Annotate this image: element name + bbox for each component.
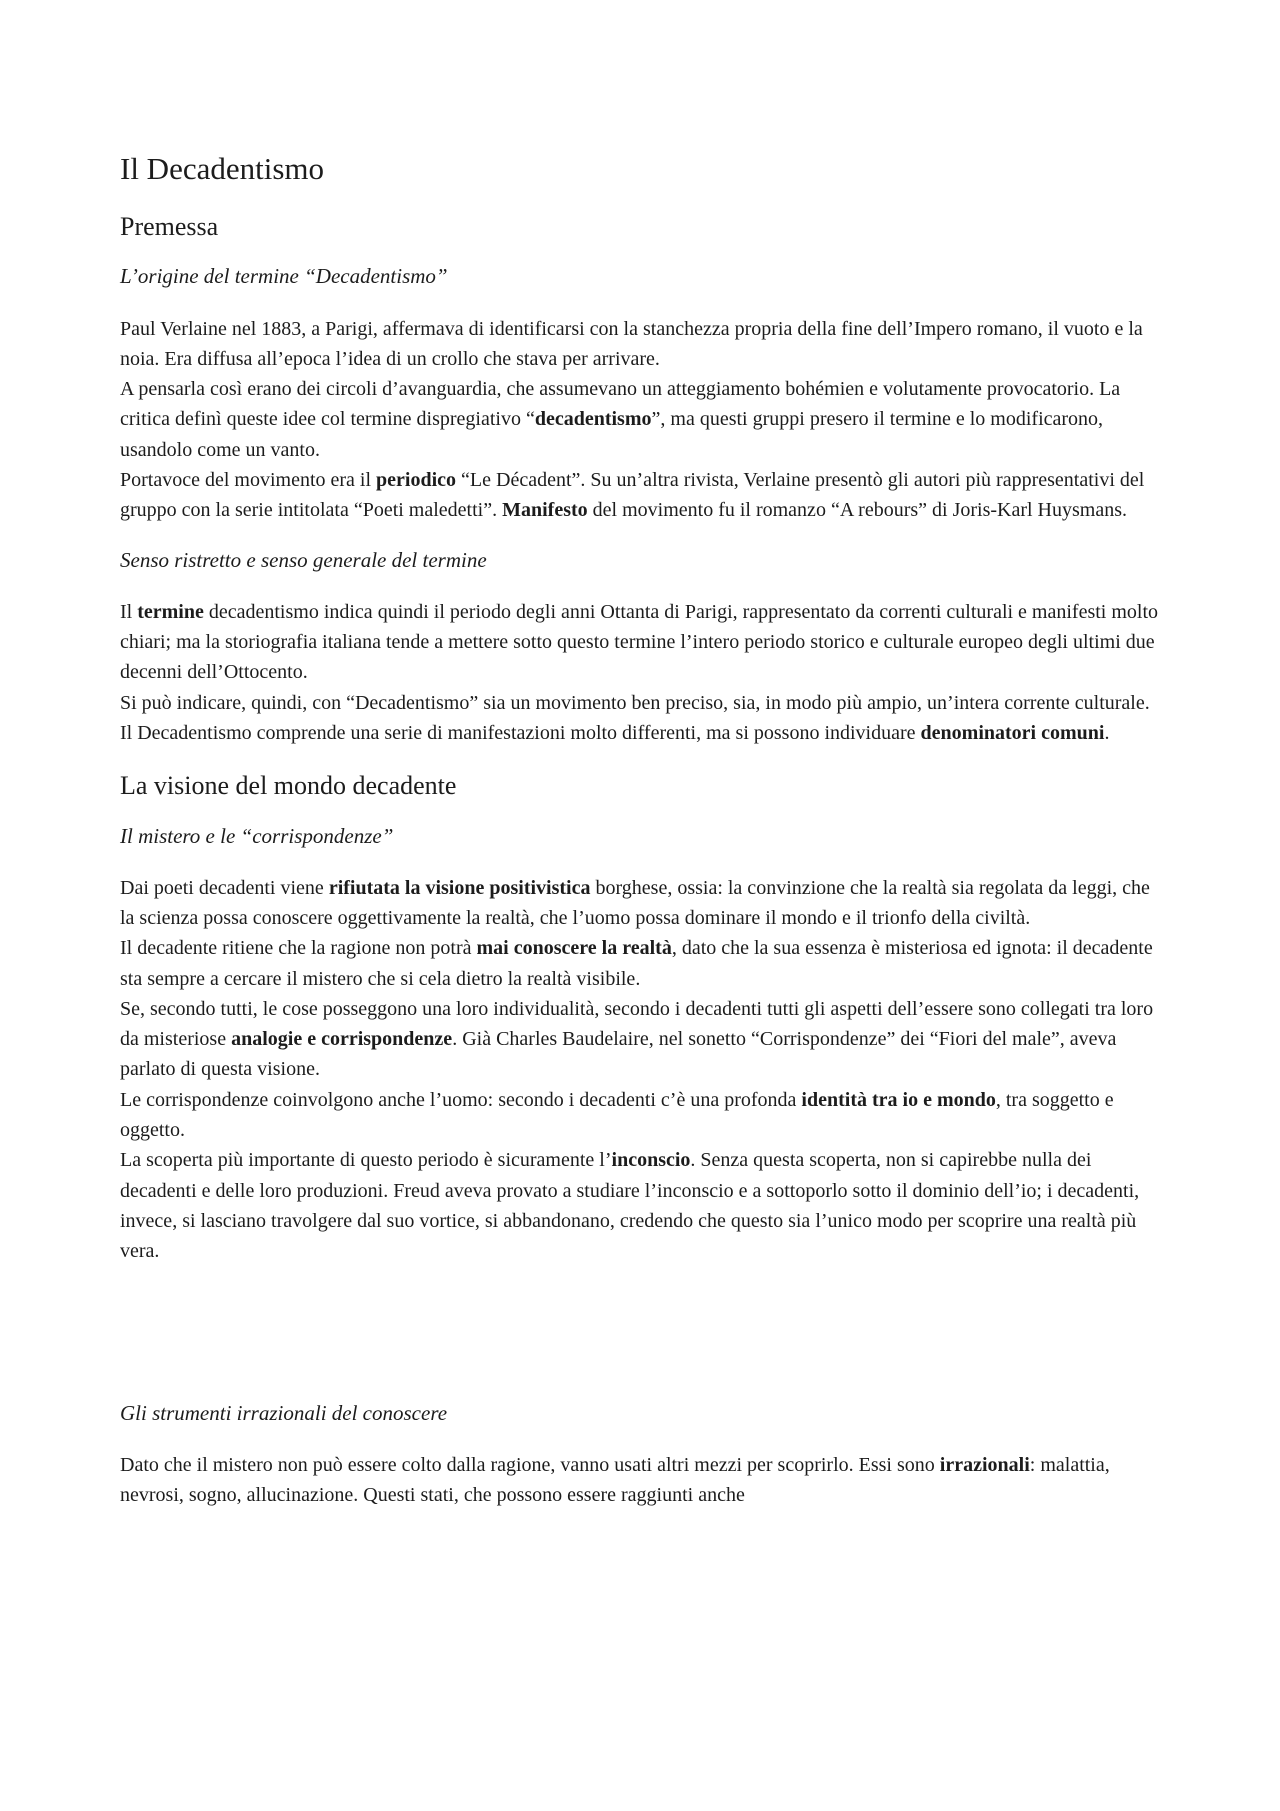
subsection-heading-mistero: Il mistero e le “corrispondenze” [120,823,394,848]
bold-term: irrazionali [939,1453,1030,1476]
text-run: Il [120,600,138,623]
mistero-text [120,873,1165,1267]
text-run: , dato che la sua essenza è misteriosa ed ignota: il decadente sta sempre a cercare il mistero che si cela dietro la realtà visibile. [120,937,1153,990]
paragraph [120,718,1165,748]
bold-term: analogie e corrispondenze [231,1028,453,1051]
text-run: Dato che il mistero non può essere colto dalla ragione, vanno usati altri mezzi per scoprirlo. Essi sono [120,1453,940,1476]
paragraph [120,1145,1165,1266]
text-run: ”, ma questi gruppi presero il termine e lo modificarono, usandolo come un vanto. [120,408,1104,461]
text-run: : malattia, nevrosi, sogno, allucinazione. Questi stati, che possono essere raggiunti anche [120,1453,1110,1507]
text-run: “Le Décadent”. Su un’altra rivista, Verlaine presentò gli autori più rappresentativi del gruppo con la serie intitolata “Poeti maledetti”. [120,469,1145,522]
bold-term: denominatori comuni [920,722,1105,745]
paragraph: Paul Verlaine nel 1883, a Parigi, affermava di identificarsi con la stanchezza propria della fine dell’Impero romano, il vuoto e la noia. Era diffusa all’epoca l’idea di un crollo che stava per arrivare. [120,317,1143,370]
text-run: , tra soggetto e oggetto. [120,1088,1114,1142]
text-run: A pensarla così erano dei circoli d’avanguardia, che assumevano un atteggiamento bohémien e volutamente provocatorio. La critica definì queste idee col termine dispregiativo “ [120,378,1121,431]
bold-term: rifiutata la visione positivistica [328,876,591,899]
paragraph [120,597,1165,688]
text-run: borghese, ossia: la convinzione che la realtà sia regolata da leggi, che la scienza possa conoscere oggettivamente la realtà, che l’uomo possa dominare il mondo e il trionfo della civiltà. [120,876,1150,929]
text-run: Il Decadentismo comprende una serie di manifestazioni molto differenti, ma si possono individuare [120,722,921,745]
bold-term: mai conoscere la realtà [476,937,672,960]
text-run: . [1104,722,1110,745]
paragraph [120,1085,1165,1146]
strumenti-text [120,1450,1165,1511]
bold-term: termine [137,600,204,623]
text-run: Le corrispondenze coinvolgono anche l’uomo: secondo i decadenti c’è una profonda [120,1088,802,1111]
paragraph [120,994,1165,1085]
bold-term: decadentismo [534,408,652,431]
text-run: del movimento fu il romanzo “A rebours” di Joris-Karl Huysmans. [587,499,1127,522]
senso-text [120,597,1165,748]
bold-term: identità tra io e mondo [801,1088,996,1111]
text-run: La scoperta più importante di questo periodo è sicuramente l’ [120,1149,612,1172]
document-content [120,150,1165,1532]
text-run: Dai poeti decadenti viene [120,876,329,899]
paragraph: Si può indicare, quindi, con “Decadentismo” sia un movimento ben preciso, sia, in modo più ampio, un’intera corrente culturale. [120,691,1150,714]
text-run: . Già Charles Baudelaire, nel sonetto “Corrispondenze” dei “Fiori del male”, aveva parlato di questa visione. [120,1028,1117,1081]
bold-term: Manifesto [502,499,588,522]
document-title: Il Decadentismo [120,151,325,186]
paragraph [120,1450,1165,1511]
subsection-heading-origine: L’origine del termine “Decadentismo” [120,264,448,289]
bold-term: inconscio [611,1149,691,1172]
section-heading-visione: La visione del mondo decadente [120,771,457,801]
text-run: . Senza questa scoperta, non si capirebbe nulla dei decadenti e delle loro produzioni. Freud aveva provato a studiare l’inconscio e a sottoporlo sotto il dominio dell’io; i decadenti, invece, si lasciano travolgere dal suo vortice, si abbandonano, credendo che questo sia l’unico modo per scoprire una realtà più vera. [120,1149,1140,1263]
blank-space [120,1289,1165,1401]
paragraph [120,374,1165,465]
text-run: Portavoce del movimento era il [120,469,377,492]
bold-term: periodico [376,469,457,492]
text-run: Il decadente ritiene che la ragione non potrà [120,937,477,960]
origine-text [120,314,1165,526]
text-run: decadentismo indica quindi il periodo degli anni Ottanta di Parigi, rappresentato da correnti culturali e manifesti molto chiari; ma la storiografia italiana tende a mettere sotto questo termine l’intero periodo storico e culturale europeo degli ultimi due decenni dell’Ottocento. [120,600,1159,684]
text-run: Se, secondo tutti, le cose posseggono una loro individualità, secondo i decadenti tutti gli aspetti dell’essere sono collegati tra loro da misteriose [120,997,1154,1051]
paragraph [120,873,1165,934]
paragraph [120,465,1165,526]
paragraph [120,933,1165,994]
subsection-heading-senso: Senso ristretto e senso generale del termine [120,547,487,572]
section-heading-premessa: Premessa [120,212,219,242]
subsection-heading-strumenti: Gli strumenti irrazionali del conoscere [120,1400,448,1425]
